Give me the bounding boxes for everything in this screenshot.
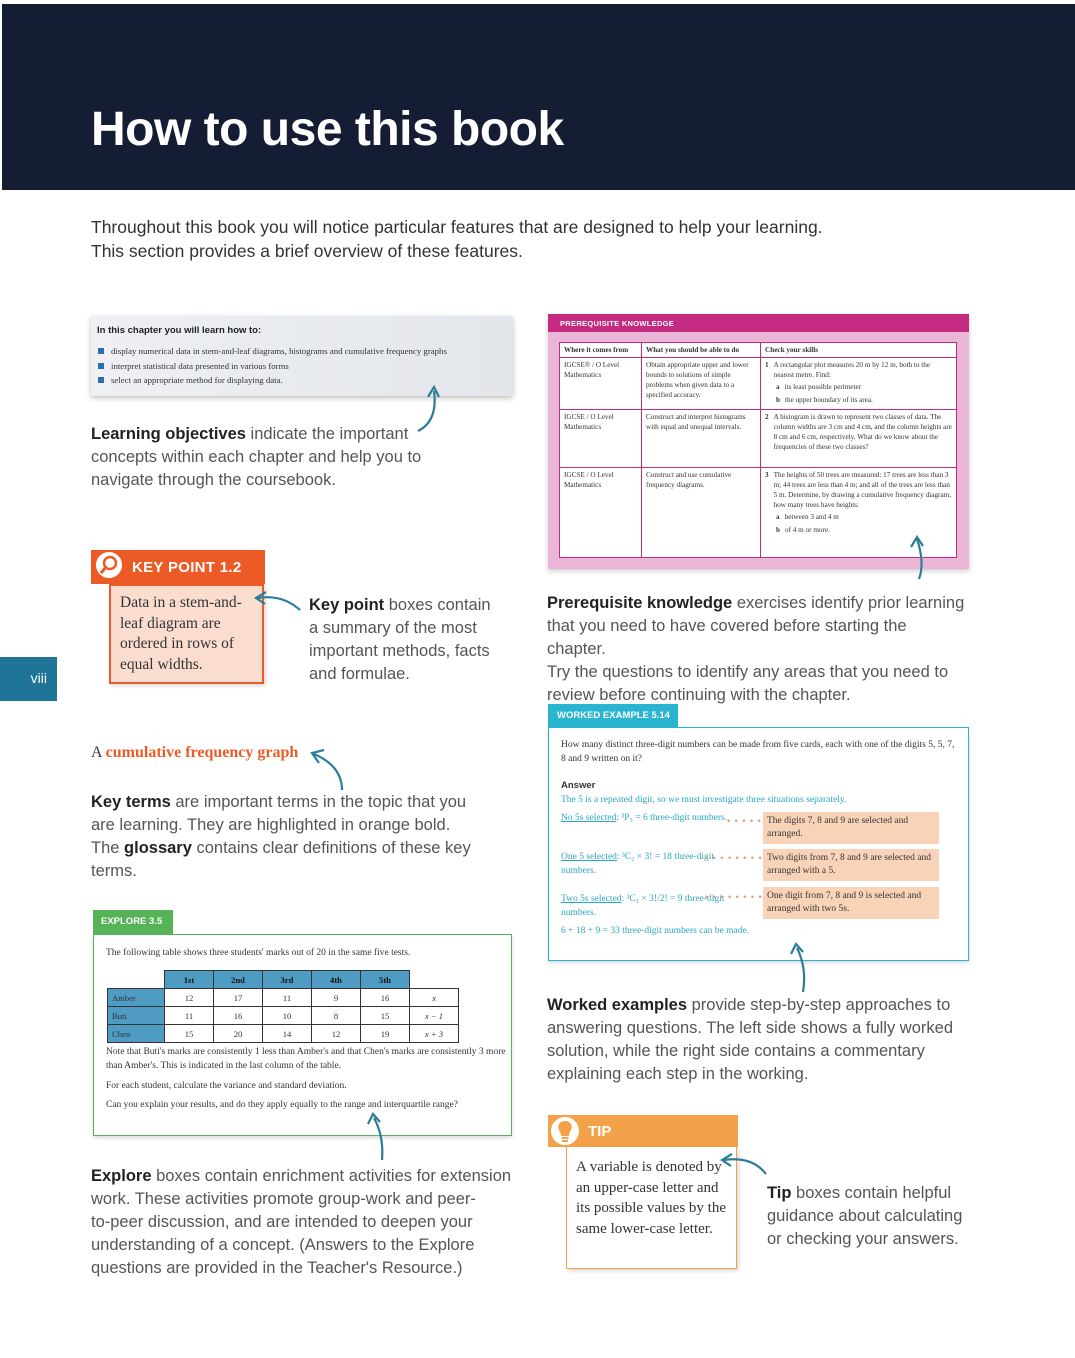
desc-text: boxes contain helpful [791, 1184, 952, 1202]
table-corner [108, 971, 165, 989]
key-term-prefix: A [91, 744, 106, 761]
table-header: 5th [361, 971, 410, 989]
key-term-highlight: cumulative frequency graph [105, 744, 299, 761]
part-text: of 4 m or more. [785, 526, 830, 534]
desc-bold: Key point [309, 596, 385, 614]
desc-text: answering questions. The left side shows a fully worked [547, 1019, 953, 1037]
desc-text: indicate the important [245, 425, 409, 443]
key-point-description [309, 594, 509, 686]
desc-text: a summary of the most [309, 619, 477, 637]
desc-text: boxes contain [384, 596, 491, 614]
page-number-tab: viii [0, 657, 57, 701]
question-text: A rectangular plot measures 20 m by 12 m, both to the nearest metre. Find: [773, 361, 931, 379]
table-corner [410, 971, 459, 989]
table-row [108, 1007, 459, 1025]
worked-step-note: Two digits from 7, 8 and 9 are selected and arranged with a 5. [763, 849, 939, 881]
desc-text: or checking your answers. [767, 1230, 959, 1248]
list-item: select an appropriate method for displaying data. [97, 373, 507, 388]
tip-title: TIP [588, 1123, 612, 1140]
list-item: interpret statistical data presented in various forms [97, 359, 507, 374]
table-row [560, 410, 957, 468]
magnifier-icon [94, 550, 124, 580]
pointer-arrow-icon [785, 942, 815, 994]
learning-objectives-description [91, 423, 431, 492]
desc-text: navigate through the coursebook. [91, 471, 336, 489]
lightbulb-icon [549, 1115, 581, 1147]
key-point-text: Data in a stem-and-leaf diagram are ordered in rows of equal widths. [120, 594, 242, 673]
part-label: a [776, 513, 780, 521]
desc-text: exercises identify prior learning [732, 594, 965, 612]
worked-example-title-bar: WORKED EXAMPLE 5.14 [548, 704, 678, 728]
part-label: b [776, 526, 780, 534]
table-header: 2nd [214, 971, 263, 989]
table-header: Check your skills [761, 343, 957, 358]
prerequisite-title-bar: PREREQUISITE KNOWLEDGE [548, 314, 969, 332]
pointer-arrow-icon [718, 1150, 770, 1178]
table-cell [761, 358, 957, 410]
table-cell: 15 [165, 1025, 214, 1043]
learning-objectives-heading: In this chapter you will learn how to: [97, 325, 262, 336]
table-cell: 15 [361, 1007, 410, 1025]
dotted-leader: • • • • • • • • [705, 853, 763, 863]
desc-text: understanding of a concept. (Answers to the Explore [91, 1236, 475, 1254]
desc-text: contains clear definitions of these key terms. [91, 839, 471, 880]
step-math: : ³C₂ × 3! = 18 three-digit numbers. [561, 852, 715, 876]
table-header: Where it comes from [560, 343, 642, 358]
pointer-arrow-icon [308, 748, 348, 793]
desc-bold: Explore [91, 1167, 152, 1185]
table-cell: IGCSE / O Level Mathematics [560, 468, 642, 558]
intro-text [91, 215, 891, 263]
table-cell: 14 [263, 1025, 312, 1043]
table-cell: 12 [165, 989, 214, 1007]
desc-text: review before continuing with the chapter. [547, 686, 851, 704]
key-terms-description [91, 791, 521, 883]
table-cell: 16 [361, 989, 410, 1007]
tip-text: A variable is denoted by an upper-case letter and its possible values by the same lower-case letter. [576, 1159, 726, 1237]
dotted-leader: • • • • • [727, 816, 762, 826]
table-row [108, 989, 459, 1007]
table-cell: IGCSE / O Level Mathematics [560, 410, 642, 468]
worked-example-intro: The 5 is a repeated digit, so we must investigate three situations separately. [561, 795, 847, 805]
table-cell: 8 [312, 1007, 361, 1025]
desc-text: are learning. They are highlighted in orange bold. [91, 816, 451, 834]
worked-example-total: 6 + 18 + 9 = 33 three-digit numbers can be made. [561, 926, 750, 936]
table-row [560, 468, 957, 558]
explore-paragraph: For each student, calculate the variance and standard deviation. [106, 1081, 347, 1091]
desc-bold: Prerequisite knowledge [547, 594, 733, 612]
table-cell: 20 [214, 1025, 263, 1043]
intro-line-1: Throughout this book you will notice particular features that are designed to help your learning. [91, 217, 823, 237]
desc-text: work. These activities promote group-work and peer- [91, 1190, 476, 1208]
prerequisite-knowledge-sample [548, 314, 969, 569]
desc-bold: Learning objectives [91, 425, 246, 443]
explore-title-bar: EXPLORE 3.5 [93, 910, 173, 934]
tip-description [767, 1182, 977, 1251]
desc-text: are important terms in the topic that you [170, 793, 467, 811]
desc-text: provide step-by-step approaches to [687, 996, 951, 1014]
question-text: A histogram is drawn to represent two classes of data. The column widths are 3 cm and 4 cm, and the column heights are 8 cm and 6 cm, respectively. What do we know about the frequencies of these two classes? [773, 413, 952, 451]
explore-paragraph: Can you explain your results, and do they apply equally to the range and interquartile range? [106, 1100, 458, 1110]
desc-text: solution, while the right side contains a commentary [547, 1042, 925, 1060]
desc-text: important methods, facts [309, 642, 490, 660]
table-cell: 16 [214, 1007, 263, 1025]
table-cell: 11 [263, 989, 312, 1007]
worked-example-answer-label: Answer [561, 780, 596, 791]
question-text: The heights of 50 trees are measured: 17 trees are less than 3 m; 44 trees are less than 4 m; and all of the trees are less than 5 m. Determine, by drawing a cumulative frequency diagram, how many trees have heights: [773, 471, 952, 509]
question-number: 1 [765, 361, 769, 369]
prerequisite-table [559, 342, 957, 558]
step-math: : ³P₃ = 6 three-digit numbers. [616, 813, 728, 823]
desc-text: to-peer discussion, and are intended to deepen your [91, 1213, 473, 1231]
worked-step-note: One digit from 7, 8 and 9 is selected and arranged with two 5s. [763, 887, 939, 919]
table-header: 4th [312, 971, 361, 989]
desc-text: guidance about calculating [767, 1207, 963, 1225]
row-header: Buti [108, 1007, 165, 1025]
header-banner [2, 4, 1075, 190]
part-label: b [776, 396, 780, 404]
explore-description [91, 1165, 521, 1280]
explore-intro: The following table shows three students' marks out of 20 in the same five tests. [106, 948, 411, 958]
question-number: 2 [765, 413, 769, 421]
worked-step-note: The digits 7, 8 and 9 are selected and arranged. [763, 812, 939, 844]
desc-text: boxes contain enrichment activities for extension [151, 1167, 512, 1185]
explore-paragraph: Note that Buti's marks are consistently 1 less than Amber's and that Chen's marks are consistently 3 more than Amber's. This is indicated in the last column of the table. [106, 1047, 506, 1071]
table-row [108, 1025, 459, 1043]
pointer-arrow-icon [360, 1112, 390, 1162]
part-text: its least possible perimeter [784, 383, 862, 391]
pointer-arrow-icon [252, 590, 304, 615]
worked-step [561, 812, 741, 826]
desc-bold: Key terms [91, 793, 171, 811]
explore-marks-table [107, 970, 459, 1043]
worked-example-question: How many distinct three-digit numbers can be made from five cards, each with one of the digits 5, 5, 7, 8 and 9 written on it? [561, 740, 955, 764]
prerequisite-description [547, 592, 967, 707]
question-number: 3 [765, 471, 769, 479]
table-cell: 19 [361, 1025, 410, 1043]
intro-line-2: This section provides a brief overview of these features. [91, 241, 523, 261]
desc-text: Try the questions to identify any areas that you need to [547, 663, 949, 681]
desc-text: The [91, 839, 125, 857]
desc-bold: Tip [767, 1184, 792, 1202]
table-cell: x + 3 [410, 1025, 459, 1043]
part-label: a [776, 383, 780, 391]
page-title: How to use this book [91, 103, 564, 156]
table-cell: 12 [312, 1025, 361, 1043]
part-text: between 3 and 4 m [784, 513, 839, 521]
table-cell: Construct and use cumulative frequency diagrams. [642, 468, 761, 558]
table-cell: IGCSE® / O Level Mathematics [560, 358, 642, 410]
worked-example-description [547, 994, 967, 1086]
desc-bold: Worked examples [547, 996, 688, 1014]
table-cell: 17 [214, 989, 263, 1007]
desc-text: explaining each step in the working. [547, 1065, 809, 1083]
table-header: 3rd [263, 971, 312, 989]
desc-text: concepts within each chapter and help you to [91, 448, 422, 466]
table-header: 1st [165, 971, 214, 989]
key-point-title: KEY POINT 1.2 [132, 559, 242, 576]
table-cell: x − 1 [410, 1007, 459, 1025]
table-cell: x [410, 989, 459, 1007]
table-cell: 10 [263, 1007, 312, 1025]
desc-text: that you need to have covered before starting the chapter. [547, 617, 907, 658]
part-text: the upper boundary of its area. [785, 396, 873, 404]
table-cell: 11 [165, 1007, 214, 1025]
learning-objectives-sample [91, 316, 513, 396]
table-cell: Obtain appropriate upper and lower bounds to solutions of simple problems when given data to a specified accuracy. [642, 358, 761, 410]
step-math: : ³C₁ × 3!/2! = 9 three-digit numbers. [561, 894, 725, 918]
step-label: No 5s selected [561, 813, 617, 823]
step-label: One 5 selected [561, 852, 617, 862]
step-label: Two 5s selected [561, 894, 622, 904]
desc-text: questions are provided in the Teacher's Resource.) [91, 1259, 463, 1277]
table-header: What you should be able to do [642, 343, 761, 358]
learning-objectives-list [97, 344, 507, 388]
row-header: Amber [108, 989, 165, 1007]
desc-bold: glossary [124, 839, 192, 857]
table-cell: Construct and interpret histograms with equal and unequal intervals. [642, 410, 761, 468]
table-cell [761, 410, 957, 468]
table-cell: 9 [312, 989, 361, 1007]
row-header: Chen [108, 1025, 165, 1043]
list-item: display numerical data in stem-and-leaf diagrams, histograms and cumulative frequency graphs [97, 344, 507, 359]
dotted-leader: • • • • • • • • [705, 892, 763, 902]
table-row [560, 358, 957, 410]
pointer-arrow-icon [905, 535, 935, 580]
key-term-sample [91, 744, 298, 762]
desc-text: and formulae. [309, 665, 410, 683]
